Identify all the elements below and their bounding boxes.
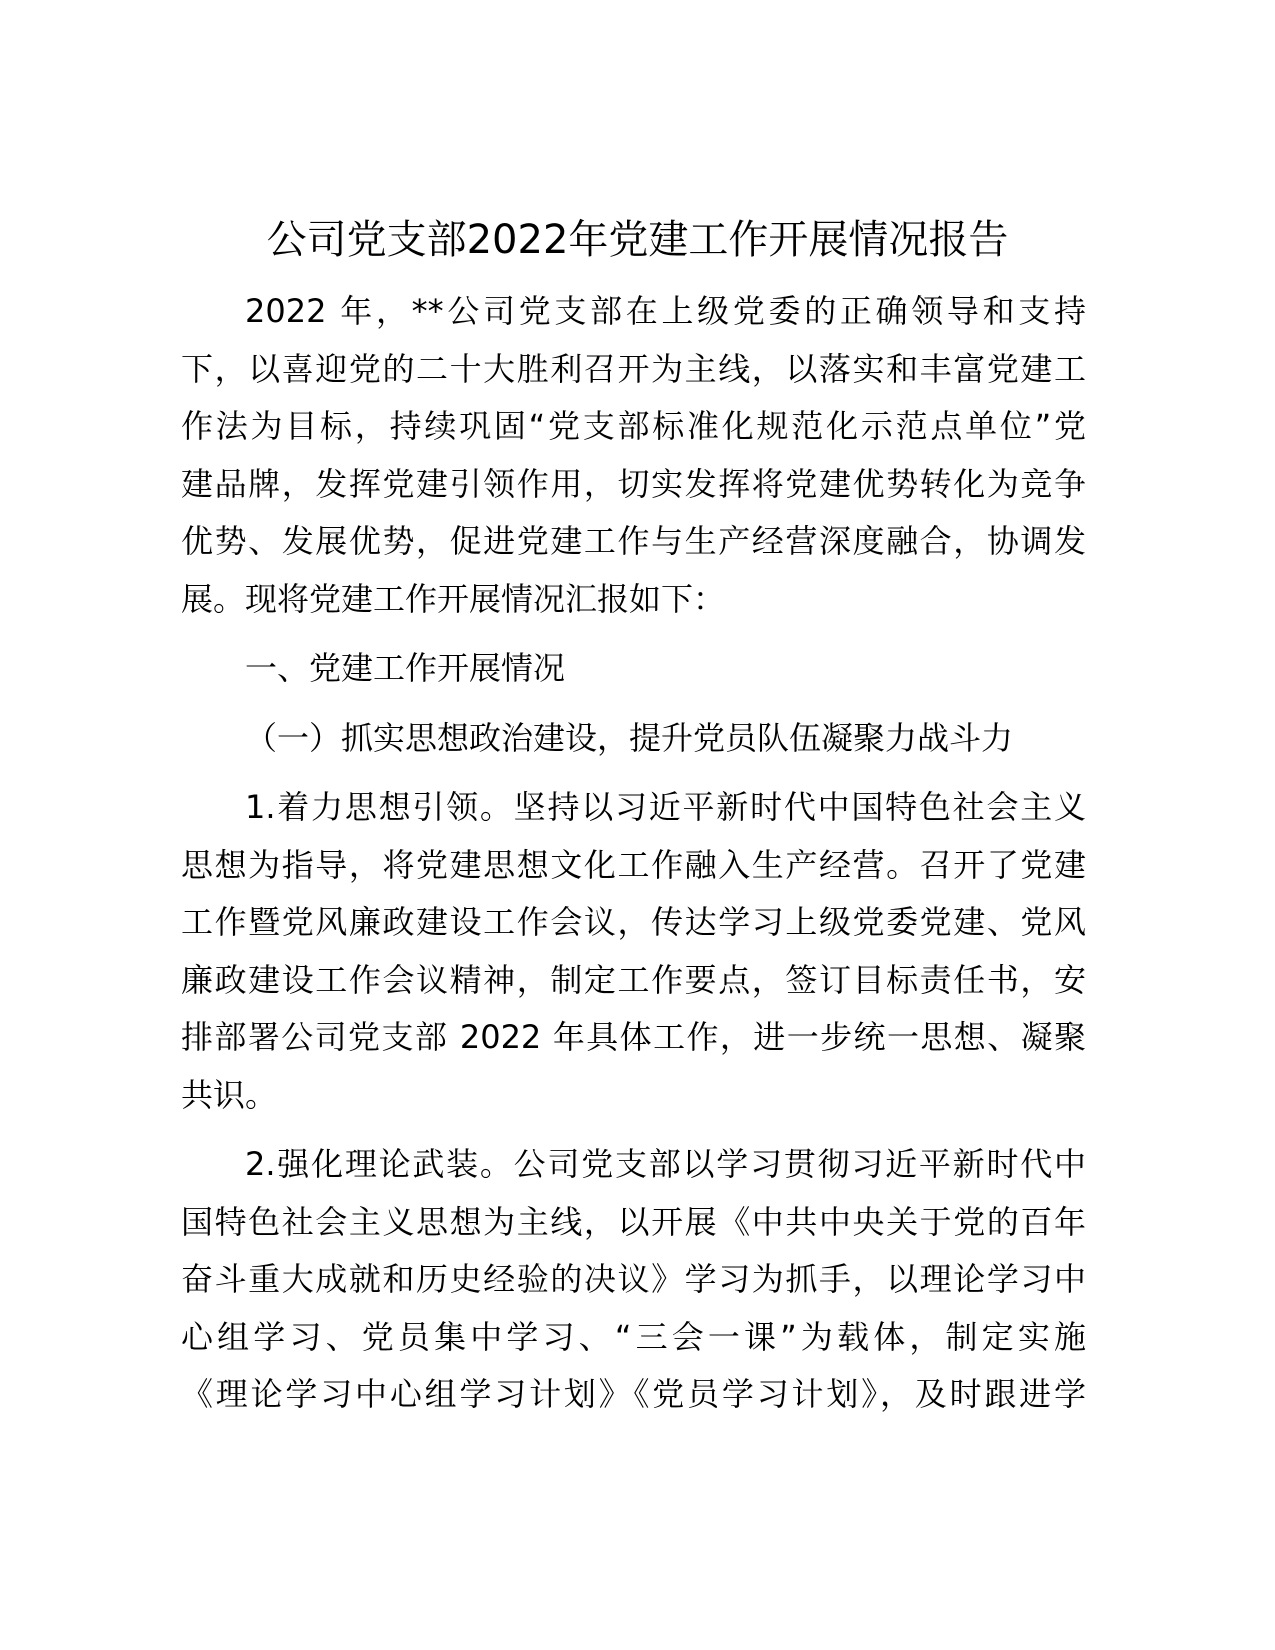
text-line: 2022 年，**公司党支部在上级党委的正确领导和支持 [245, 292, 1086, 330]
section-heading: 一、党建工作开展情况 [245, 649, 566, 687]
paragraph-item-1 [181, 779, 1086, 1124]
subsection-heading: （一）抓实思想政治建设，提升党员队伍凝聚力战斗力 [245, 718, 1014, 757]
text-line: 廉政建设工作会议精神，制定工作要点，签订目标责任书，安 [181, 960, 1086, 999]
text-line: 建品牌，发挥党建引领作用，切实发挥将党建优势转化为竞争 [181, 464, 1086, 503]
text-line: 共识。 [181, 1075, 278, 1114]
text-line: 思想为指导，将党建思想文化工作融入生产经营。召开了党建 [181, 845, 1086, 884]
paragraph-intro [181, 283, 1086, 628]
text-line: 《理论学习中心组学习计划》《党员学习计划》，及时跟进学 [181, 1375, 1086, 1413]
text-line: 下，以喜迎党的二十大胜利召开为主线，以落实和丰富党建工 [181, 349, 1086, 388]
text-line: 国特色社会主义思想为主线，以开展《中共中央关于党的百年 [181, 1202, 1086, 1241]
document-body [181, 283, 1086, 1424]
paragraph-item-2 [181, 1136, 1086, 1424]
text-line: 2.强化理论武装。公司党支部以学习贯彻习近平新时代中 [245, 1145, 1086, 1183]
text-line: 工作暨党风廉政建设工作会议，传达学习上级党委党建、党风 [181, 903, 1086, 941]
text-line: 排部署公司党支部 2022 年具体工作，进一步统一思想、凝聚 [181, 1018, 1086, 1056]
text-line: 心组学习、党员集中学习、“三会一课”为载体，制定实施 [181, 1317, 1086, 1356]
text-line: 1.着力思想引领。坚持以习近平新时代中国特色社会主义 [245, 788, 1086, 826]
text-line: 作法为目标，持续巩固“党支部标准化规范化示范点单位”党 [181, 407, 1086, 445]
text-line: 展。现将党建工作开展情况汇报如下： [181, 579, 726, 618]
document-title: 公司党支部2022年党建工作开展情况报告 [266, 217, 1009, 263]
text-line: 奋斗重大成就和历史经验的决议》学习为抓手，以理论学习中 [181, 1260, 1086, 1298]
text-line: 优势、发展优势，促进党建工作与生产经营深度融合，协调发 [181, 522, 1086, 560]
